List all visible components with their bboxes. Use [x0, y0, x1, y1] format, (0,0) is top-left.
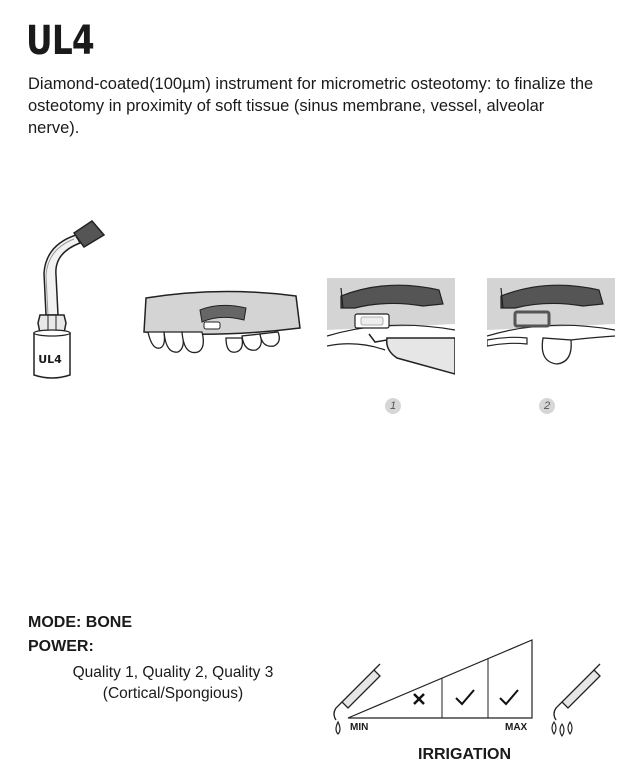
power-label: POWER: [28, 638, 94, 655]
page-title: UL4 [26, 18, 94, 64]
power-values [28, 662, 318, 704]
instrument-description: Diamond-coated(100µm) instrument for micrometric osteotomy: to finalize the osteotomy in proximity of soft tissue (sinus membrane, vessel, alveolar nerve). [28, 75, 594, 137]
irrigation-title: IRRIGATION [418, 746, 512, 763]
power-note: (Cortical/Spongious) [102, 685, 244, 702]
step-1-badge: 1 [385, 398, 401, 414]
irrigation-max-label: MAX [505, 722, 528, 733]
instrument-label: UL4 [38, 353, 62, 366]
mode-label: MODE: BONE [28, 614, 132, 631]
power-qualities: Quality 1, Quality 2, Quality 3 [72, 664, 274, 681]
drops-icon [552, 722, 572, 736]
drop-icon [336, 722, 340, 734]
irrigation-min-label: MIN [350, 722, 369, 733]
step-2-illustration [487, 278, 615, 378]
step-1-illustration [327, 278, 455, 378]
step-2-badge: 2 [539, 398, 555, 414]
jaw-overview-illustration [140, 288, 302, 363]
handpiece-right-icon [554, 664, 600, 720]
